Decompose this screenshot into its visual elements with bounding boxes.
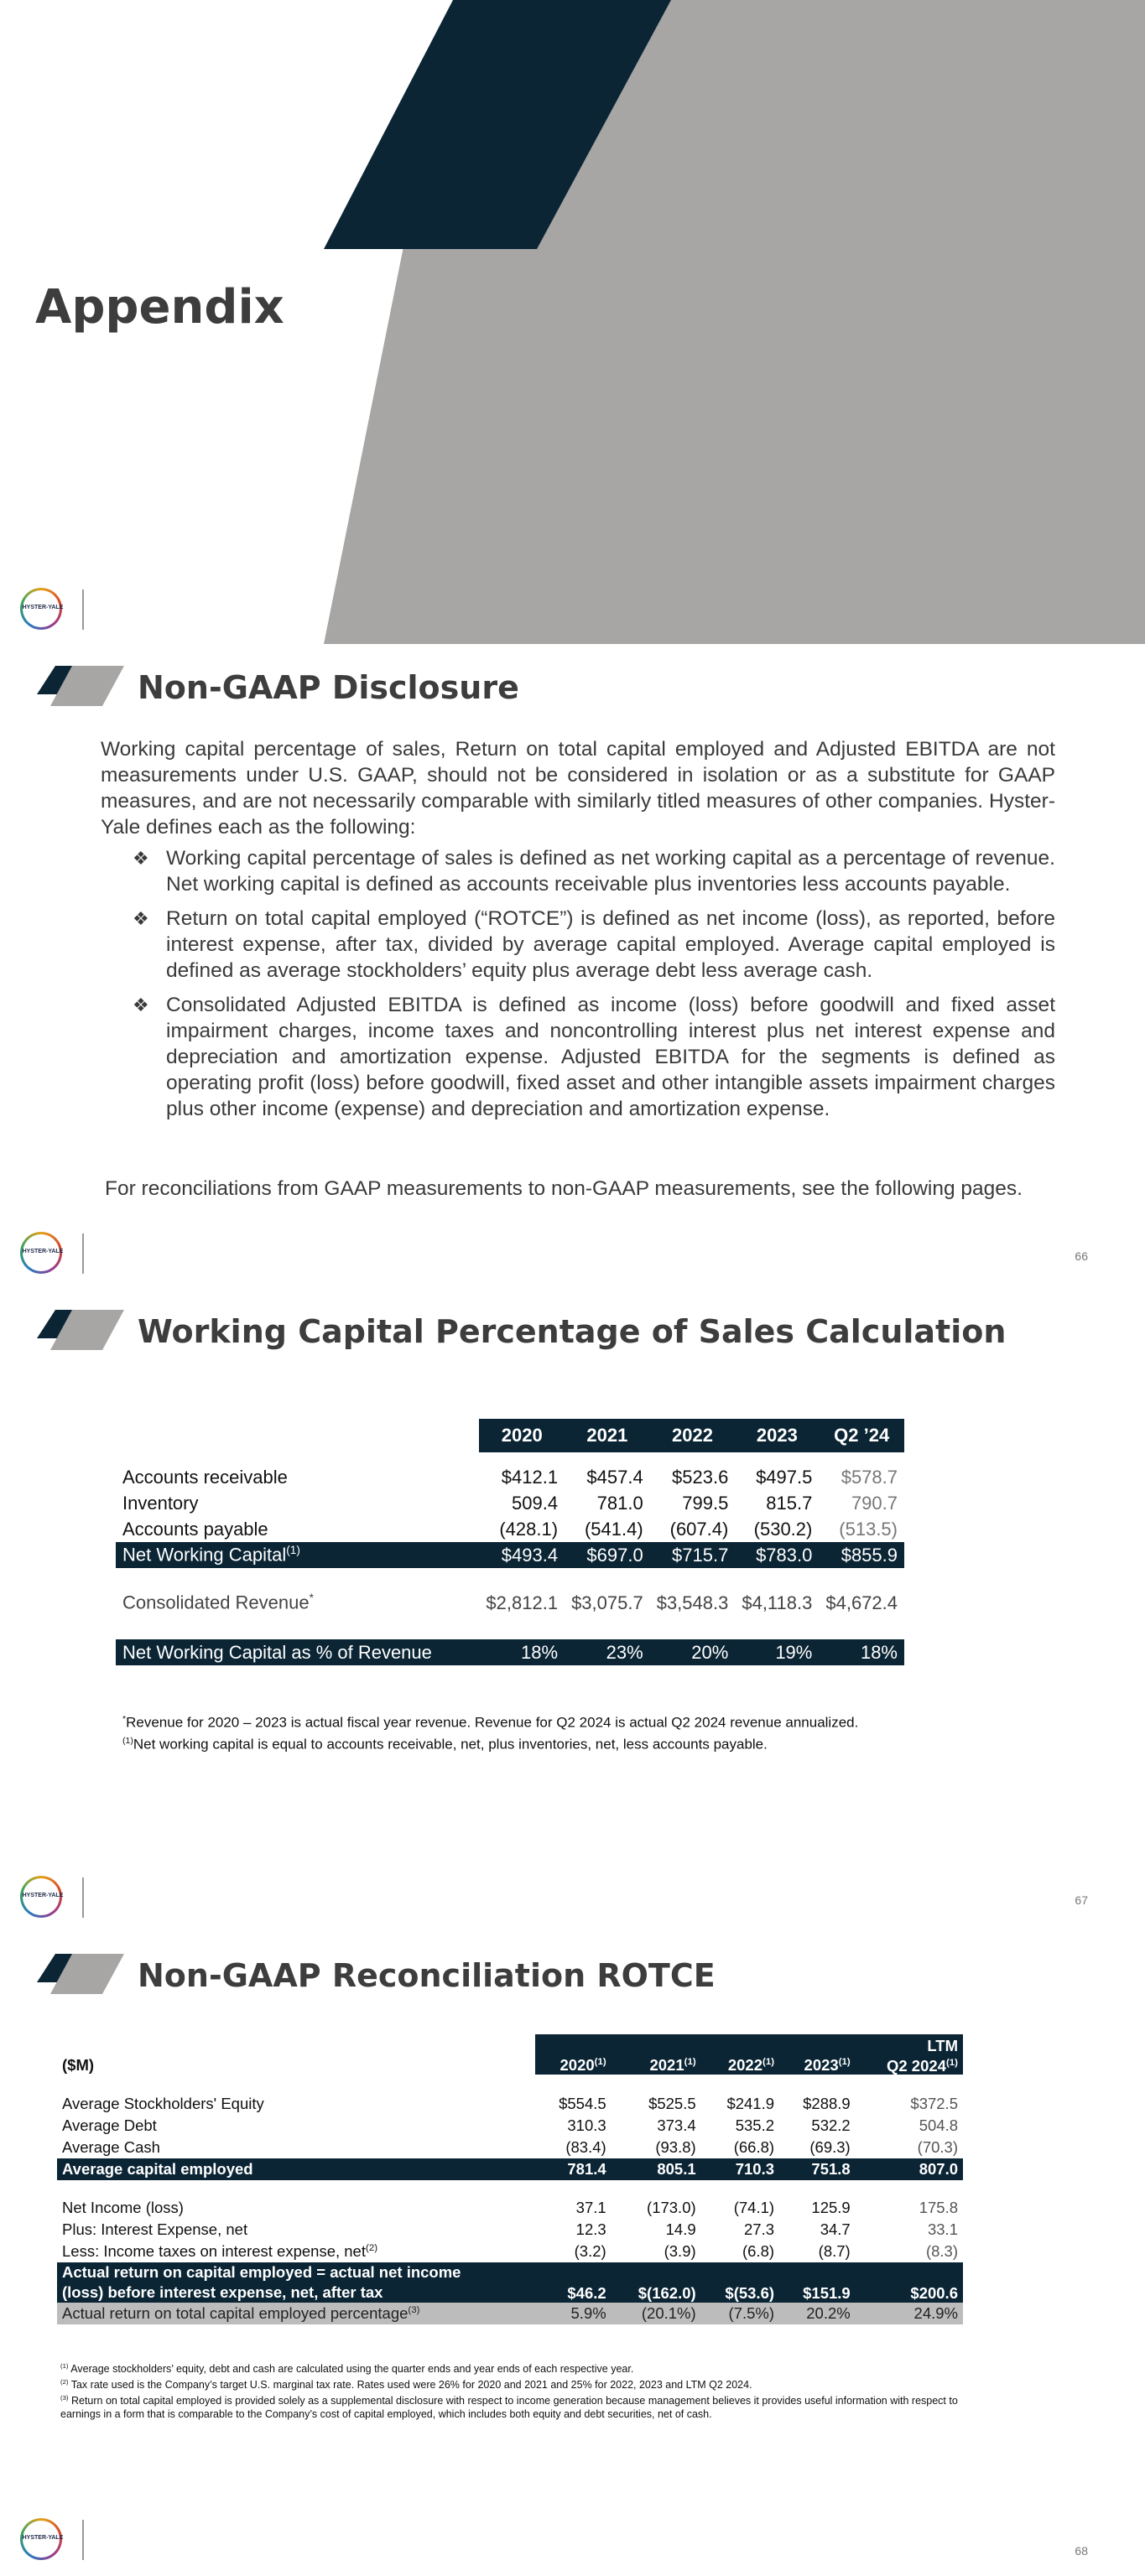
definition-item: ❖ Consolidated Adjusted EBITDA is defined as income (loss) before goodwill and fixed asset impairment charges, income taxes and noncontrolling interest plus net interest expense and depreciation and amortization expense. Adjusted EBITDA for the segments is defined as operating profit (loss) before goodwill, fixed asset and other intangible assets impairment charges plus other income (expense) and depreciation and amortization expense. — [133, 994, 1055, 1120]
row-label: Less: Income taxes on interest expense, net$^{(2)}$ — [62, 2242, 378, 2260]
page-number: 67 — [1075, 1893, 1088, 1907]
footnote: $^{(3)}$ Return on total capital employed is provided solely as a supplemental disclosure with respect to income generation because management believes it provides useful information with respect to earnings in a form that is comparable to the Company’s cost of capital employed, which includes both equity and debt securities, net of cash. — [60, 2394, 958, 2421]
reconciliation-note: For reconciliations from GAAP measurements to non-GAAP measurements, see the following pages. — [105, 1177, 1023, 1200]
page-number: 68 — [1075, 2544, 1088, 2558]
diamond-bullet-icon: ❖ — [133, 995, 149, 1015]
table-row-highlight: Average capital employed 781.4 805.1 710.3 751.8 807.0 — [57, 2158, 963, 2180]
table-row: Net Income (loss) 37.1 (173.0) (74.1) 125.9 175.8 — [57, 2197, 963, 2219]
table-row-highlight: Net Working Capital as % of Revenue 18% 23% 20% 19% 18% — [116, 1639, 904, 1665]
table-row: Average Debt 310.3 373.4 535.2 532.2 504.8 — [57, 2115, 963, 2137]
footnote: $^{(1)}$ Average stockholders’ equity, debt and cash are calculated using the quarter ends and year ends of each respective year. — [60, 2362, 634, 2376]
company-logo — [18, 584, 67, 633]
row-label: Net Income (loss) — [62, 2199, 184, 2216]
row-label: Average capital employed — [57, 2158, 535, 2180]
table-row-highlight: Net Working Capital$^{(1)}$ $493.4 $697.0 $715.7 $783.0 $855.9 — [116, 1542, 904, 1568]
working-capital-table — [116, 1419, 904, 1665]
table-row: Inventory 509.4 781.0 799.5 815.7 790.7 — [116, 1490, 904, 1516]
row-label: Consolidated Revenue* — [122, 1592, 314, 1613]
row-label: Average Debt — [62, 2116, 157, 2134]
logo-text: HYSTER-YALE — [22, 1249, 64, 1254]
diamond-bullet-icon: ❖ — [133, 908, 149, 929]
footnote: *Revenue for 2020 – 2023 is actual fiscal year revenue. Revenue for Q2 2024 is actual Q2 2024 revenue annualized. — [122, 1714, 859, 1731]
table-row: Average Stockholders' Equity $554.5 $525.5 $241.9 $288.9 $372.5 — [57, 2093, 963, 2115]
logo-divider — [82, 1877, 84, 1918]
logo-text: HYSTER-YALE — [22, 2535, 64, 2541]
company-logo — [18, 2515, 67, 2563]
table-row: Consolidated Revenue* $2,812.1 $3,075.7 $3,548.3 $4,118.3 $4,672.4 — [116, 1590, 904, 1616]
row-label: Actual return on total capital employed percentage$^{(3)}$ — [57, 2303, 535, 2324]
logo-divider — [82, 589, 84, 630]
table-header-row — [57, 2034, 963, 2075]
logo-divider — [82, 1233, 84, 1274]
company-logo — [18, 1872, 67, 1921]
logo-divider — [82, 2520, 84, 2560]
page-number: 66 — [1075, 1249, 1088, 1263]
slide-title: Working Capital Percentage of Sales Calculation — [138, 1313, 1007, 1350]
row-label: Inventory — [122, 1492, 199, 1514]
footnote: $^{(2)}$ Tax rate used is the Company’s target U.S. marginal tax rate. Rates used were 26% for 2020 and 2021 and 25% for 2022, 2023 and LTM Q2 2024. — [60, 2378, 752, 2392]
table-row-highlight: Actual return on capital employed = actual net income (loss) before interest expense, net, after tax $46.2 $(162.0) $(53.6) $151.9 $200.6 — [57, 2262, 963, 2303]
column-header: 2023 — [735, 1419, 819, 1452]
slide-working-capital — [0, 1288, 1145, 1932]
slide-non-gaap-disclosure — [0, 644, 1145, 1288]
slide-appendix — [0, 0, 1145, 644]
column-header: LTM Q2 2024$^{(1)}$ — [856, 2034, 963, 2075]
slide-rotce-reconciliation — [0, 1932, 1145, 2576]
logo-text: HYSTER-YALE — [22, 605, 64, 610]
row-label: Average Stockholders' Equity — [62, 2095, 264, 2112]
row-label: Actual return on capital employed = actual net income (loss) before interest expense, net, after tax — [57, 2262, 535, 2303]
table-row: Accounts payable (428.1) (541.4) (607.4) (530.2) (513.5) — [116, 1516, 904, 1542]
table-row: Plus: Interest Expense, net 12.3 14.9 27.3 34.7 33.1 — [57, 2219, 963, 2241]
row-label: Net Working Capital$^{(1)}$ — [116, 1542, 466, 1568]
unit-label: ($M) — [62, 2056, 95, 2074]
column-header: 2021$^{(1)}$ — [612, 2034, 701, 2075]
table-row: Less: Income taxes on interest expense, net$^{(2)}$ (3.2) (3.9) (6.8) (8.7) (8.3) — [57, 2241, 963, 2262]
slide-title: Non-GAAP Disclosure — [138, 669, 519, 706]
row-label: Plus: Interest Expense, net — [62, 2220, 248, 2238]
definition-list — [101, 845, 1055, 1122]
page-title: Appendix — [35, 280, 284, 335]
table-row: Average Cash (83.4) (93.8) (66.8) (69.3) (70.3) — [57, 2137, 963, 2158]
slide-title: Non-GAAP Reconciliation ROTCE — [138, 1957, 716, 1994]
intro-paragraph: Working capital percentage of sales, Return on total capital employed and Adjusted EBITDA are not measurements under U.S. GAAP, should not be considered in isolation or as a substitute for GAAP measures, and are not necessarily comparable with similarly titled measures of other companies. Hyster-Yale defines each as the following: — [101, 738, 1055, 839]
footnote: $^{(1)}$Net working capital is equal to accounts receivable, net, plus inventories, net, less accounts payable. — [122, 1736, 768, 1753]
column-header: 2020$^{(1)}$ — [535, 2034, 612, 2075]
row-label: Net Working Capital as % of Revenue — [116, 1639, 466, 1665]
column-header: 2023$^{(1)}$ — [779, 2034, 856, 2075]
diamond-bullet-icon: ❖ — [133, 848, 149, 869]
column-header: Q2 ’24 — [819, 1419, 904, 1452]
definition-item: ❖ Return on total capital employed (“ROTCE”) is defined as net income (loss), as reported, before interest expense, after tax, divided by average capital employed. Average capital employed is defined as average stockholders’ equity plus average debt less average cash. — [133, 907, 1055, 982]
logo-text: HYSTER-YALE — [22, 1893, 64, 1898]
header-accent-icon — [37, 666, 124, 706]
column-header: 2022$^{(1)}$ — [701, 2034, 779, 2075]
rotce-table — [57, 2034, 963, 2324]
footnotes — [60, 2360, 983, 2421]
definition-item: ❖ Working capital percentage of sales is defined as net working capital as a percentage of revenue. Net working capital is defined as accounts receivable plus inventories less accounts payable. — [133, 847, 1055, 896]
row-label: Accounts receivable — [122, 1466, 288, 1488]
table-row-highlight: Actual return on total capital employed percentage$^{(3)}$ 5.9% (20.1%) (7.5%) 20.2% 24.9% — [57, 2303, 963, 2324]
column-header: 2020 — [479, 1419, 565, 1452]
disclosure-body — [101, 736, 1055, 1130]
row-label: Accounts payable — [122, 1518, 268, 1540]
header-accent-icon — [37, 1310, 124, 1350]
row-label: Average Cash — [62, 2138, 160, 2156]
column-header: 2022 — [650, 1419, 736, 1452]
company-logo — [18, 1228, 67, 1277]
table-header-row — [116, 1419, 904, 1452]
header-accent-icon — [37, 1954, 124, 1994]
table-row: Accounts receivable $412.1 $457.4 $523.6 $497.5 $578.7 — [116, 1464, 904, 1490]
column-header: 2021 — [565, 1419, 650, 1452]
